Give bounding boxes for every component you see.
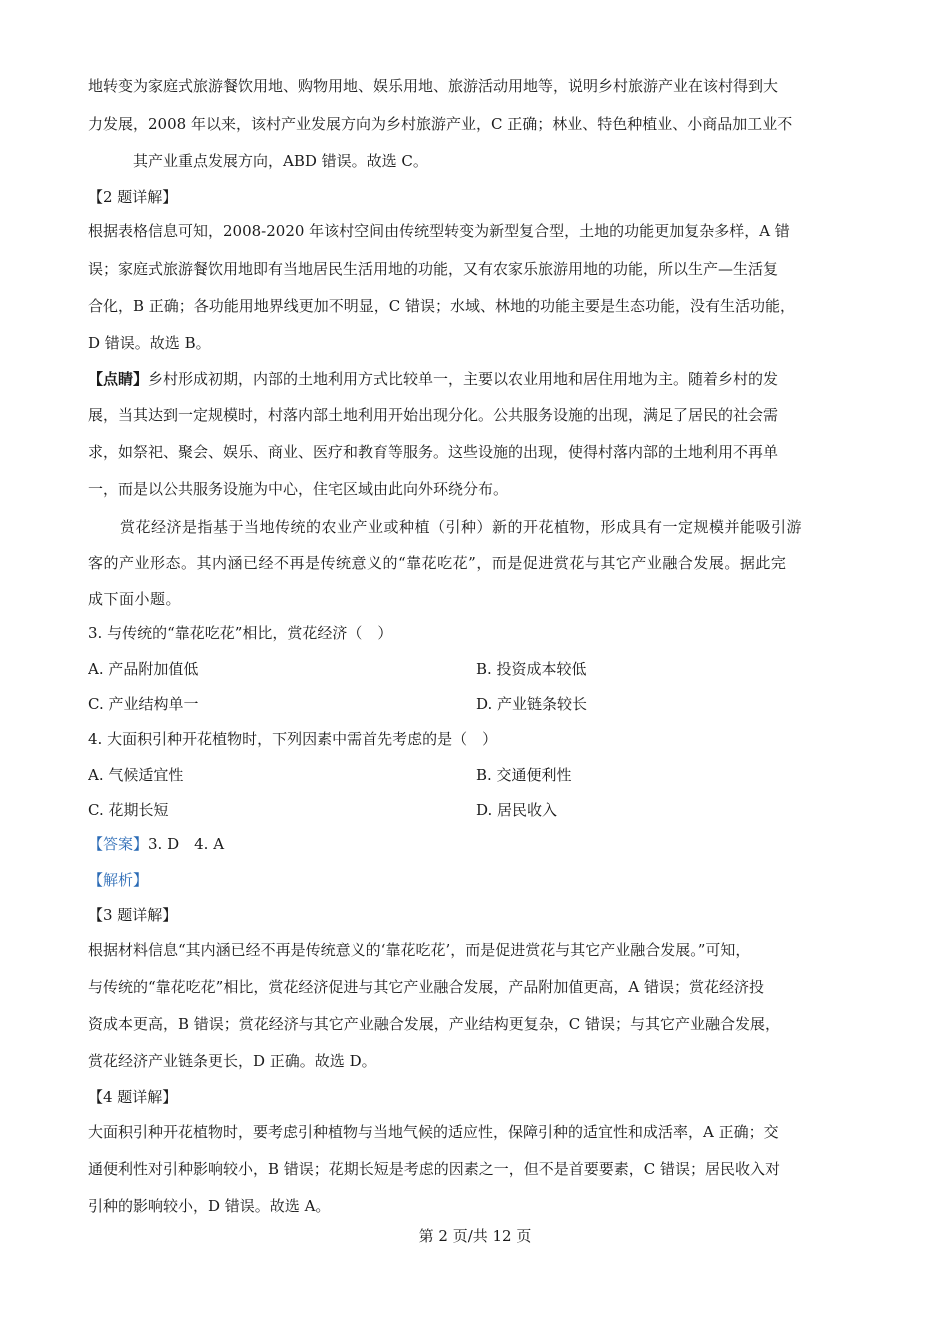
- paragraph-line: 引种的影响较小，D 错误。故选 A。: [88, 1197, 331, 1215]
- paragraph-line: 合化，B 正确；各功能用地界线更加不明显，C 错误；水域、林地的功能主要是生态功能，没有生活功能，: [88, 297, 796, 315]
- paragraph-line: 大面积引种开花植物时，要考虑引种植物与当地气候的适应性，保障引种的适宜性和成活率，A 正确；交: [88, 1123, 779, 1141]
- q3-detail-header: 【3 题详解】: [88, 906, 178, 924]
- question-4-stem: 4. 大面积引种开花植物时，下列因素中需首先考虑的是（ ）: [88, 730, 498, 748]
- paragraph-line: 资成本更高，B 错误；赏花经济与其它产业融合发展，产业结构更复杂，C 错误；与其它产业融合发展，: [88, 1015, 781, 1033]
- analysis-label: 【解析】: [88, 871, 149, 889]
- q3-option-a: A. 产品附加值低: [88, 660, 199, 678]
- q3-option-d: D. 产业链条较长: [476, 695, 588, 713]
- q3-option-b: B. 投资成本较低: [476, 660, 587, 678]
- dianjing-line: [88, 369, 868, 389]
- paragraph-line: 赏花经济产业链条更长，D 正确。故选 D。: [88, 1052, 377, 1070]
- paragraph-line: 误；家庭式旅游餐饮用地即有当地居民生活用地的功能，又有农家乐旅游用地的功能，所以生产—生活复: [88, 260, 779, 278]
- paragraph-line: 通便利性对引种影响较小，B 错误；花期长短是考虑的因素之一，但不是首要要素，C 错误；居民收入对: [88, 1160, 781, 1178]
- paragraph-line: 根据表格信息可知，2008-2020 年该村空间由传统型转变为新型复合型，土地的功能更加复杂多样，A 错: [88, 222, 790, 240]
- paragraph-line: 地转变为家庭式旅游餐饮用地、购物用地、娱乐用地、旅游活动用地等，说明乡村旅游产业在该村得到大: [88, 77, 779, 95]
- q4-option-d: D. 居民收入: [476, 801, 558, 819]
- q4-option-a: A. 气候适宜性: [88, 766, 184, 784]
- material-line: 成下面小题。: [88, 590, 182, 608]
- paragraph-line: 展，当其达到一定规模时，村落内部土地利用开始出现分化。公共服务设施的出现，满足了居民的社会需: [88, 406, 779, 424]
- paragraph-line: 其产业重点发展方向，ABD 错误。故选 C。: [133, 152, 428, 170]
- paragraph-line: 根据材料信息“其内涵已经不再是传统意义的‘靠花吃花’，而是促进赏花与其它产业融合发展。”可知，: [88, 941, 751, 959]
- paragraph-line: 一，而是以公共服务设施为中心，住宅区域由此向外环绕分布。: [88, 480, 509, 498]
- q4-detail-header: 【4 题详解】: [88, 1088, 178, 1106]
- answer-line: [88, 834, 868, 854]
- answer-text: 3. D 4. A: [148, 835, 225, 853]
- paragraph-line: 与传统的“靠花吃花”相比，赏花经济促进与其它产业融合发展，产品附加值更高，A 错误；赏花经济投: [88, 978, 764, 996]
- material-line: 客的产业形态。其内涵已经不再是传统意义的“靠花吃花”，而是促进赏花与其它产业融合发展。据此完: [88, 554, 787, 572]
- q3-option-c: C. 产业结构单一: [88, 695, 199, 713]
- answer-label: 【答案】: [88, 835, 149, 853]
- paragraph-line: 力发展，2008 年以来，该村产业发展方向为乡村旅游产业，C 正确；林业、特色种植业、小商品加工业不: [88, 115, 793, 133]
- paragraph-line: D 错误。故选 B。: [88, 334, 211, 352]
- question-3-stem: 3. 与传统的“靠花吃花”相比，赏花经济（ ）: [88, 624, 393, 642]
- q4-option-c: C. 花期长短: [88, 801, 169, 819]
- q2-detail-header: 【2 题详解】: [88, 188, 178, 206]
- page-footer: 第 2 页/共 12 页: [418, 1227, 532, 1245]
- dianjing-text: 乡村形成初期，内部的土地利用方式比较单一，主要以农业用地和居住用地为主。随着乡村的发: [148, 370, 779, 388]
- q4-option-b: B. 交通便利性: [476, 766, 572, 784]
- material-line: 赏花经济是指基于当地传统的农业产业或种植（引种）新的开花植物，形成具有一定规模并能吸引游: [120, 518, 803, 536]
- dianjing-label: 【点睛】: [88, 370, 149, 388]
- paragraph-line: 求，如祭祀、聚会、娱乐、商业、医疗和教育等服务。这些设施的出现，使得村落内部的土地利用不再单: [88, 443, 779, 461]
